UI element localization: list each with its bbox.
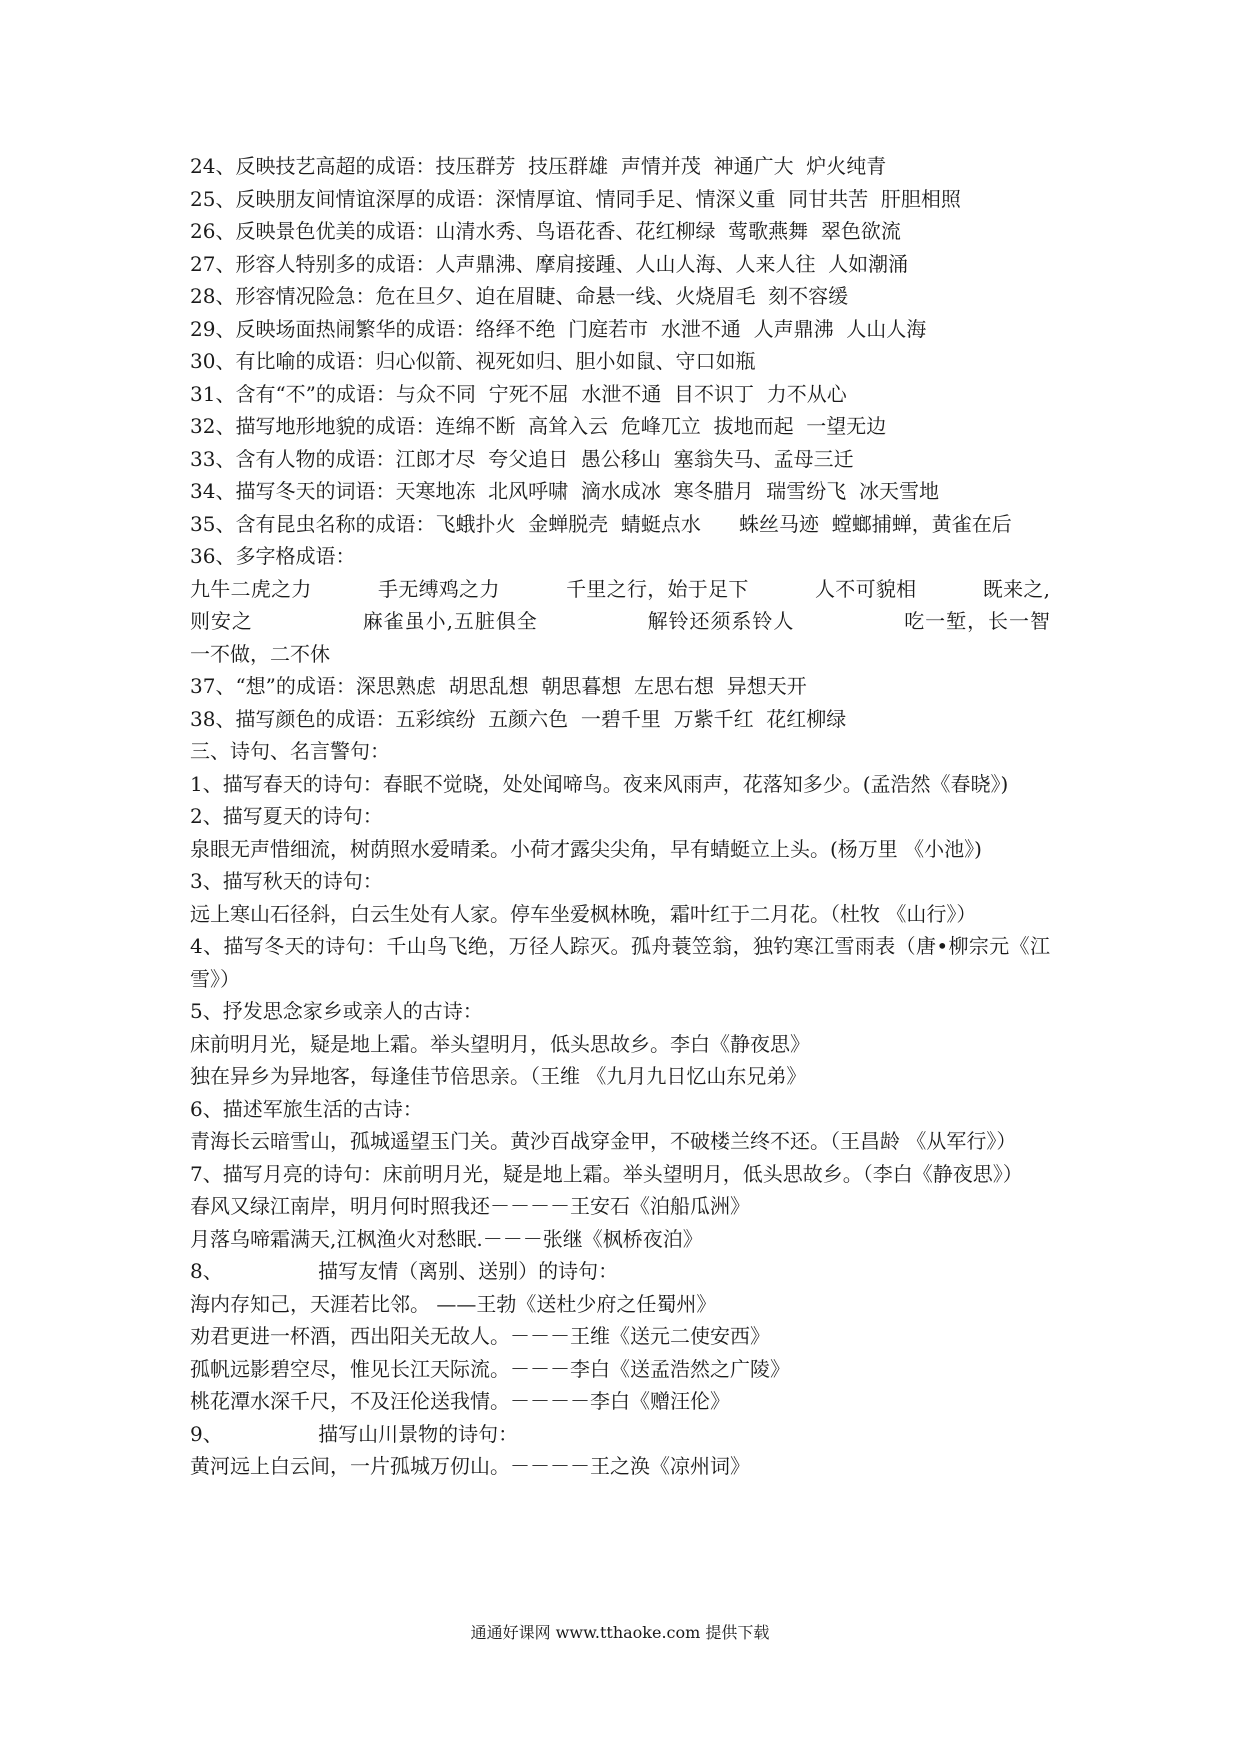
- text-line: 28、形容情况险急：危在旦夕、迫在眉睫、命悬一线、火烧眉毛 刻不容缓: [190, 284, 849, 308]
- text-line: 春风又绿江南岸，明月何时照我还－－－－王安石《泊船瓜洲》: [190, 1194, 750, 1218]
- text-line: 月落乌啼霜满天,江枫渔火对愁眠.－－－张继《枫桥夜泊》: [190, 1226, 703, 1251]
- text-line: 27、形容人特别多的成语：人声鼎沸、摩肩接踵、人山人海、人来人往 人如潮涌: [190, 251, 909, 276]
- text-line: 33、含有人物的成语：江郎才尽 夸父追日 愚公移山 塞翁失马、孟母三迁: [190, 446, 854, 471]
- text-line: 31、含有“不”的成语：与众不同 宁死不屈 水泄不通 目不识丁 力不从心: [190, 381, 847, 406]
- section-heading: 三、诗句、名言警句：: [190, 739, 390, 763]
- text-line: 29、反映场面热闹繁华的成语：络绎不绝 门庭若市 水泄不通 人声鼎沸 人山人海: [190, 316, 927, 341]
- text-line: 34、描写冬天的词语：天寒地冻 北风呼啸 滴水成冰 寒冬腊月 瑞雪纷飞 冰天雪地: [190, 479, 940, 503]
- text-line: 海内存知己，天涯若比邻。 ——王勃《送杜少府之任蜀州》: [190, 1291, 717, 1316]
- page-footer: 通通好课网 www.tthaoke.com 提供下载: [470, 1623, 770, 1642]
- text-line: 7、描写月亮的诗句：床前明月光，疑是地上霜。举头望明月，低头思故乡。（李白《静夜思》）: [190, 1161, 1023, 1186]
- text-line: 37、“想”的成语：深思熟虑 胡思乱想 朝思暮想 左思右想 异想天开: [190, 674, 807, 698]
- text-line: 独在异乡为异地客，每逢佳节倍思亲。（王维 《九月九日忆山东兄弟》: [190, 1064, 807, 1088]
- document-body: [190, 150, 1146, 1483]
- text-line: 青海长云暗雪山，孤城遥望玉门关。黄沙百战穿金甲，不破楼兰终不还。（王昌龄 《从军行》）: [190, 1129, 1017, 1153]
- text-line: 3、描写秋天的诗句：: [190, 869, 383, 893]
- text-line: 4、描写冬天的诗句：千山鸟飞绝，万径人踪灭。孤舟蓑笠翁，独钓寒江雪雨表（唐•柳宗元《江雪》）: [190, 934, 1050, 991]
- text-line: 35、含有昆虫名称的成语：飞蛾扑火 金蝉脱壳 蜻蜓点水 蛛丝马迹 螳螂捕蝉，黄雀在后: [190, 511, 1012, 536]
- text-line: 9、 描写山川景物的诗句：: [190, 1421, 519, 1446]
- text-line: 6、描述军旅生活的古诗：: [190, 1096, 423, 1121]
- text-line: 桃花潭水深千尺，不及汪伦送我情。－－－－李白《赠汪伦》: [190, 1389, 730, 1413]
- text-line: 25、反映朋友间情谊深厚的成语：深情厚谊、情同手足、情深义重 同甘共苦 肝胆相照: [190, 186, 961, 211]
- text-line: 32、描写地形地貌的成语：连绵不断 高耸入云 危峰兀立 拔地而起 一望无边: [190, 414, 887, 438]
- text-line: 30、有比喻的成语：归心似箭、视死如归、胆小如鼠、守口如瓶: [190, 349, 756, 373]
- text-line: 孤帆远影碧空尽，惟见长江天际流。－－－李白《送孟浩然之广陵》: [190, 1356, 790, 1381]
- text-line: 远上寒山石径斜，白云生处有人家。停车坐爱枫林晚，霜叶红于二月花。（杜牧 《山行》）: [190, 901, 977, 926]
- text-line: 泉眼无声惜细流，树荫照水爱晴柔。小荷才露尖尖角，早有蜻蜓立上头。(杨万里 《小池》): [190, 836, 982, 861]
- text-line: 38、描写颜色的成语：五彩缤纷 五颜六色 一碧千里 万紫千红 花红柳绿: [190, 706, 847, 731]
- text-line: 床前明月光，疑是地上霜。举头望明月，低头思故乡。李白《静夜思》: [190, 1031, 810, 1056]
- text-line: 26、反映景色优美的成语：山清水秀、鸟语花香、花红柳绿 莺歌燕舞 翠色欲流: [190, 219, 901, 243]
- text-line: 36、多字格成语：: [190, 544, 356, 568]
- text-line: 九牛二虎之力 手无缚鸡之力 千里之行，始于足下 人不可貌相 既来之,则安之 麻雀虽小,五脏俱全 解铃还须系铃人 吃一堑，长一智 一不做，二不休: [190, 576, 1146, 666]
- text-line: 劝君更进一杯酒，西出阳关无故人。－－－王维《送元二使安西》: [190, 1324, 770, 1348]
- text-line: 黄河远上白云间，一片孤城万仞山。－－－－王之涣《凉州词》: [190, 1454, 750, 1478]
- text-line: 24、反映技艺高超的成语：技压群芳 技压群雄 声情并茂 神通广大 炉火纯青: [190, 154, 887, 178]
- text-line: 1、描写春天的诗句：春眠不觉晓，处处闻啼鸟。夜来风雨声，花落知多少。(孟浩然《春晓》): [190, 771, 1009, 796]
- text-line: 8、 描写友情（离别、送别）的诗句：: [190, 1259, 619, 1283]
- text-line: 2、描写夏天的诗句：: [190, 804, 383, 828]
- text-line: 5、抒发思念家乡或亲人的古诗：: [190, 999, 483, 1023]
